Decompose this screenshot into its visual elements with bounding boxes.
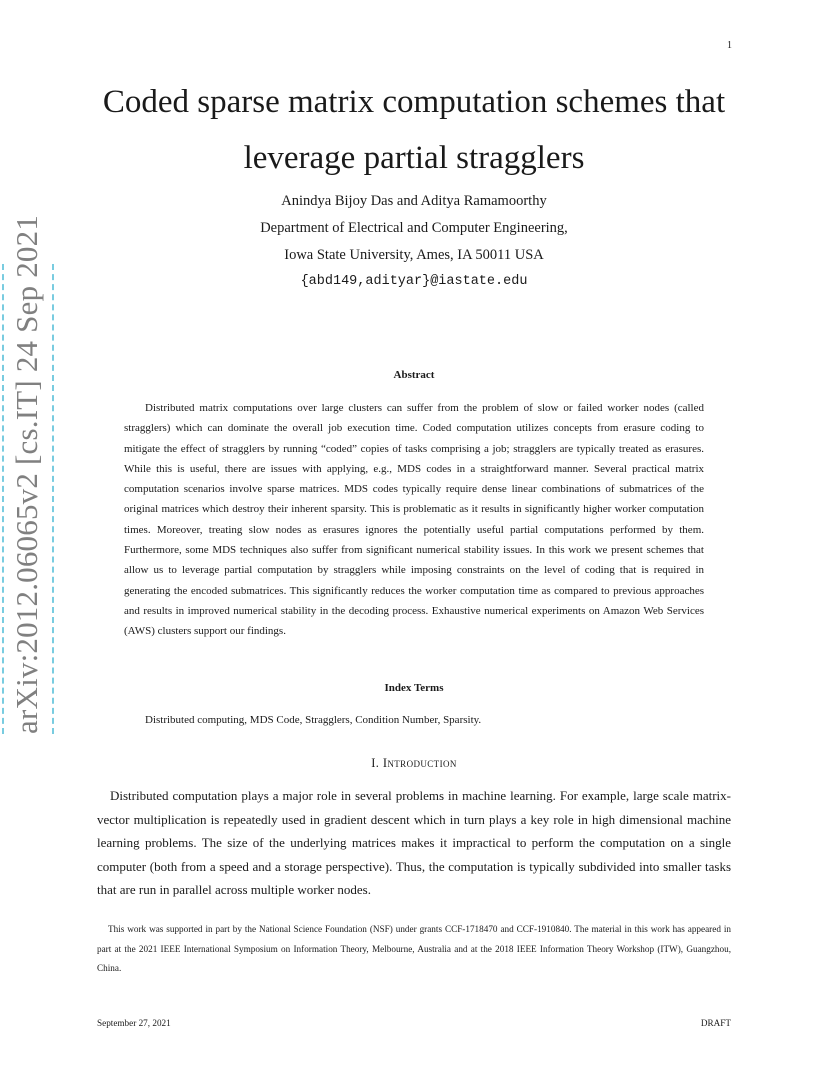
introduction-paragraph: Distributed computation plays a major role in several problems in machine learning. For example, large scale matrix-vector multiplication is repeatedly used in gradient descent which in turn plays a key role in high dimensional machine learning problems. The size of the underlying matrices makes it impractical to perform the computation on a single computer (both from a speed and a storage perspective). Thus, the computation is typically subdivided into smaller tasks that are run in parallel across multiple worker nodes. <box>97 788 731 897</box>
index-terms: Distributed computing, MDS Code, Stragglers, Condition Number, Sparsity. <box>145 714 482 726</box>
footer-draft-label: DRAFT <box>700 1018 731 1028</box>
address: Iowa State University, Ames, IA 50011 USA <box>284 247 544 263</box>
arxiv-identifier-stamp: arXiv:2012.06065v2 [cs.IT] 24 Sep 2021 <box>2 264 54 734</box>
author-emails: {abd149,adityar}@iastate.edu <box>300 274 528 289</box>
abstract-text: Distributed matrix computations over large clusters can suffer from the problem of slow or failed worker nodes (called stragglers) which can dominate the overall job execution time. Coded computation utilizes concepts from erasure coding to mitigate the effect of stragglers by running “coded” copies of tasks comprising a job; stragglers are typically treated as erasures. While this is useful, there are issues with applying, e.g., MDS codes in a straightforward manner. Several practical matrix computation scenarios involve sparse matrices. MDS codes typically require dense linear combinations of submatrices of the original matrices which destroy their inherent sparsity. This is problematic as it results in significantly higher worker computation times. Moreover, treating slow nodes as erasures ignores the potentially useful partial computations performed by them. Furthermore, some MDS techniques also suffer from significant numerical stability issues. In this work we present schemes that allow us to leverage partial computation by stragglers while imposing constraints on the level of coding that is required in generating the encoded submatrices. This significantly reduces the worker computation time as compared to previous approaches and results in improved numerical stability in the decoding process. Exhaustive numerical experiments on Amazon Web Services (AWS) clusters support our findings. <box>124 402 704 638</box>
authors: Anindya Bijoy Das and Aditya Ramamoorthy <box>281 193 547 209</box>
title-line-1: Coded sparse matrix computation schemes that <box>102 84 726 120</box>
index-terms-heading: Index Terms <box>384 682 444 694</box>
paper-title <box>60 74 768 186</box>
affiliation: Department of Electrical and Computer Engineering, <box>260 220 568 236</box>
funding-footnote: This work was supported in part by the National Science Foundation (NSF) under grants CCF-1718470 and CCF-1910840. The material in this work has appeared in part at the 2021 IEEE International Symposium on Information Theory, Melbourne, Australia and at the 2018 IEEE Information Theory Workshop (ITW), Guangzhou, China. <box>97 924 731 973</box>
title-line-2: leverage partial stragglers <box>243 140 585 176</box>
abstract-heading: Abstract <box>393 369 435 381</box>
footer-date: September 27, 2021 <box>97 1018 171 1028</box>
page-number: 1 <box>727 40 732 51</box>
section-heading-introduction: I. Introduction <box>371 756 457 770</box>
author-block <box>60 190 768 298</box>
